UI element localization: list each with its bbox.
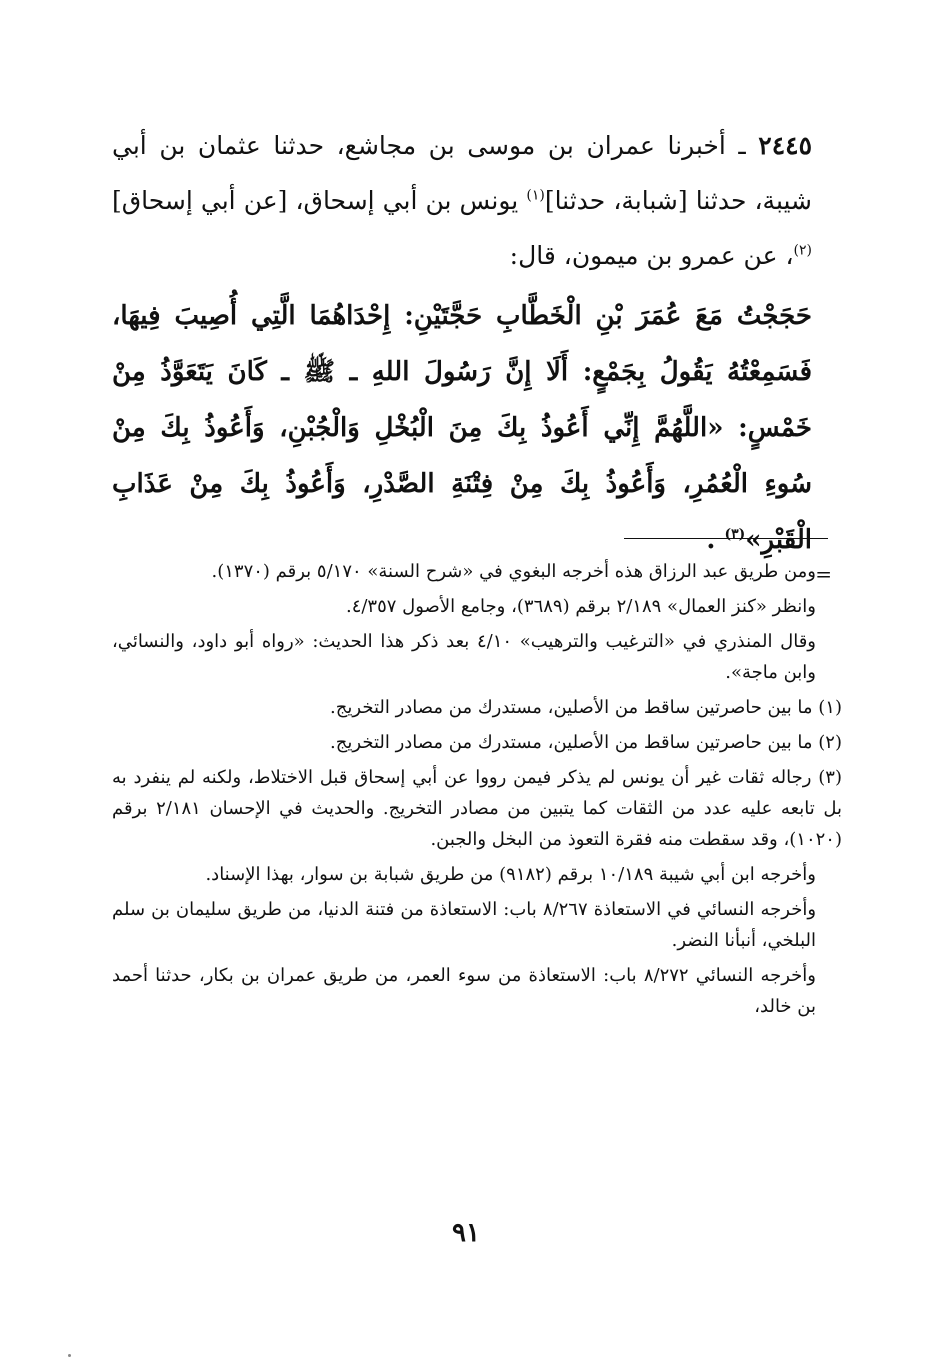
- hadith-body: حَجَجْتُ مَعَ عُمَرَ بْنِ الْخَطَّابِ حَجَّتَيْنِ: إِحْدَاهُمَا الَّتِي أُصِيبَ فِيهَا، فَسَمِعْتُهُ يَقُولُ بِجَمْعٍ: أَلَا إِنَّ رَسُولَ اللهِ ـ ﷺ ـ كَانَ يَتَعَوَّذُ مِنْ خَمْسٍ: «اللَّهُمَّ إِنِّي أَعُوذُ بِكَ مِنَ الْبُخْلِ وَالْجُبْنِ، وَأَعُوذُ بِكَ مِنْ سُوءِ الْعُمُرِ، وَأَعُوذُ بِكَ مِنْ فِتْنَةِ الصَّدْرِ، وَأَعُوذُ بِكَ مِنْ عَذَابِ الْقَبْرِ»: [112, 301, 812, 555]
- footnote-separator: [624, 538, 828, 539]
- footnote-3-para-3: وأخرجه النسائي في الاستعاذة ٨/٢٦٧ باب: الاستعاذة من فتنة الدنيا، من طريق سليمان بن سلم البلخي، أنبأنا النضر.: [112, 899, 817, 951]
- footnote-3: (٣) رجاله ثقات غير أن يونس لم يذكر فيمن رووا عن أبي إسحاق قبل الاختلاط، ولكنه لم ينفرد به بل تابعه عليه عدد من الثقات كما يتبين من مصادر التخريج. والحديث في الإحسان ٢/١٨١ برقم (١٠٢٠)، وقد سقطت منه فقرة التعوذ من البخل والجبن.: [112, 767, 842, 850]
- footnote-continuation-2: وانظر «كنز العمال» ٢/١٨٩ برقم (٣٦٨٩)، وجامع الأصول ٤/٣٥٧.: [345, 596, 816, 617]
- isnad-text-2: يونس بن أبي إسحاق، [عن أبي إسحاق]: [112, 186, 527, 215]
- footnote-ref-1: (١): [526, 187, 545, 204]
- footnote-3-para-4: وأخرجه النسائي ٨/٢٧٢ باب: الاستعاذة من سوء العمر، من طريق عمران بن بكار، حدثنا أحمد بن خالد،: [112, 965, 816, 1017]
- hadith-end: .: [706, 525, 725, 555]
- scan-speck: [68, 1354, 71, 1357]
- footnote-continuation-3: وقال المنذري في «الترغيب والترهيب» ٤/١٠ بعد ذكر هذا الحديث: «رواه أبو داود، والنسائي، وابن ماجة».: [112, 631, 816, 683]
- hadith-text: [112, 288, 812, 568]
- isnad-paragraph: [112, 118, 812, 283]
- isnad-text-3: ، عن عمرو بن ميمون، قال:: [509, 241, 794, 270]
- footnote-3-para-2: وأخرجه ابن أبي شيبة ١٠/١٨٩ برقم (٩١٨٢) من طريق شبابة بن سوار، بهذا الإسناد.: [205, 864, 816, 885]
- page-number: ٩١: [452, 1218, 480, 1248]
- footnote-2: (٢) ما بين حاصرتين ساقط من الأصلين، مستدرك من مصادر التخريج.: [330, 732, 842, 753]
- continuation-mark: =: [815, 562, 832, 586]
- isnad-text-1: ـ أخبرنا عمران بن موسى بن مجاشع، حدثنا عثمان بن أبي شيبة، حدثنا [شبابة، حدثنا]: [112, 131, 812, 215]
- footnotes: [112, 556, 842, 1026]
- hadith-number: ٢٤٤٥: [758, 131, 812, 160]
- footnote-ref-3: (٣): [724, 526, 746, 543]
- footnote-1: (١) ما بين حاصرتين ساقط من الأصلين، مستدرك من مصادر التخريج.: [330, 697, 842, 718]
- footnote-continuation-1: ومن طريق عبد الرزاق هذه أخرجه البغوي في «شرح السنة» ٥/١٧٠ برقم (١٣٧٠).: [211, 561, 816, 582]
- footnote-ref-2: (٢): [793, 242, 812, 259]
